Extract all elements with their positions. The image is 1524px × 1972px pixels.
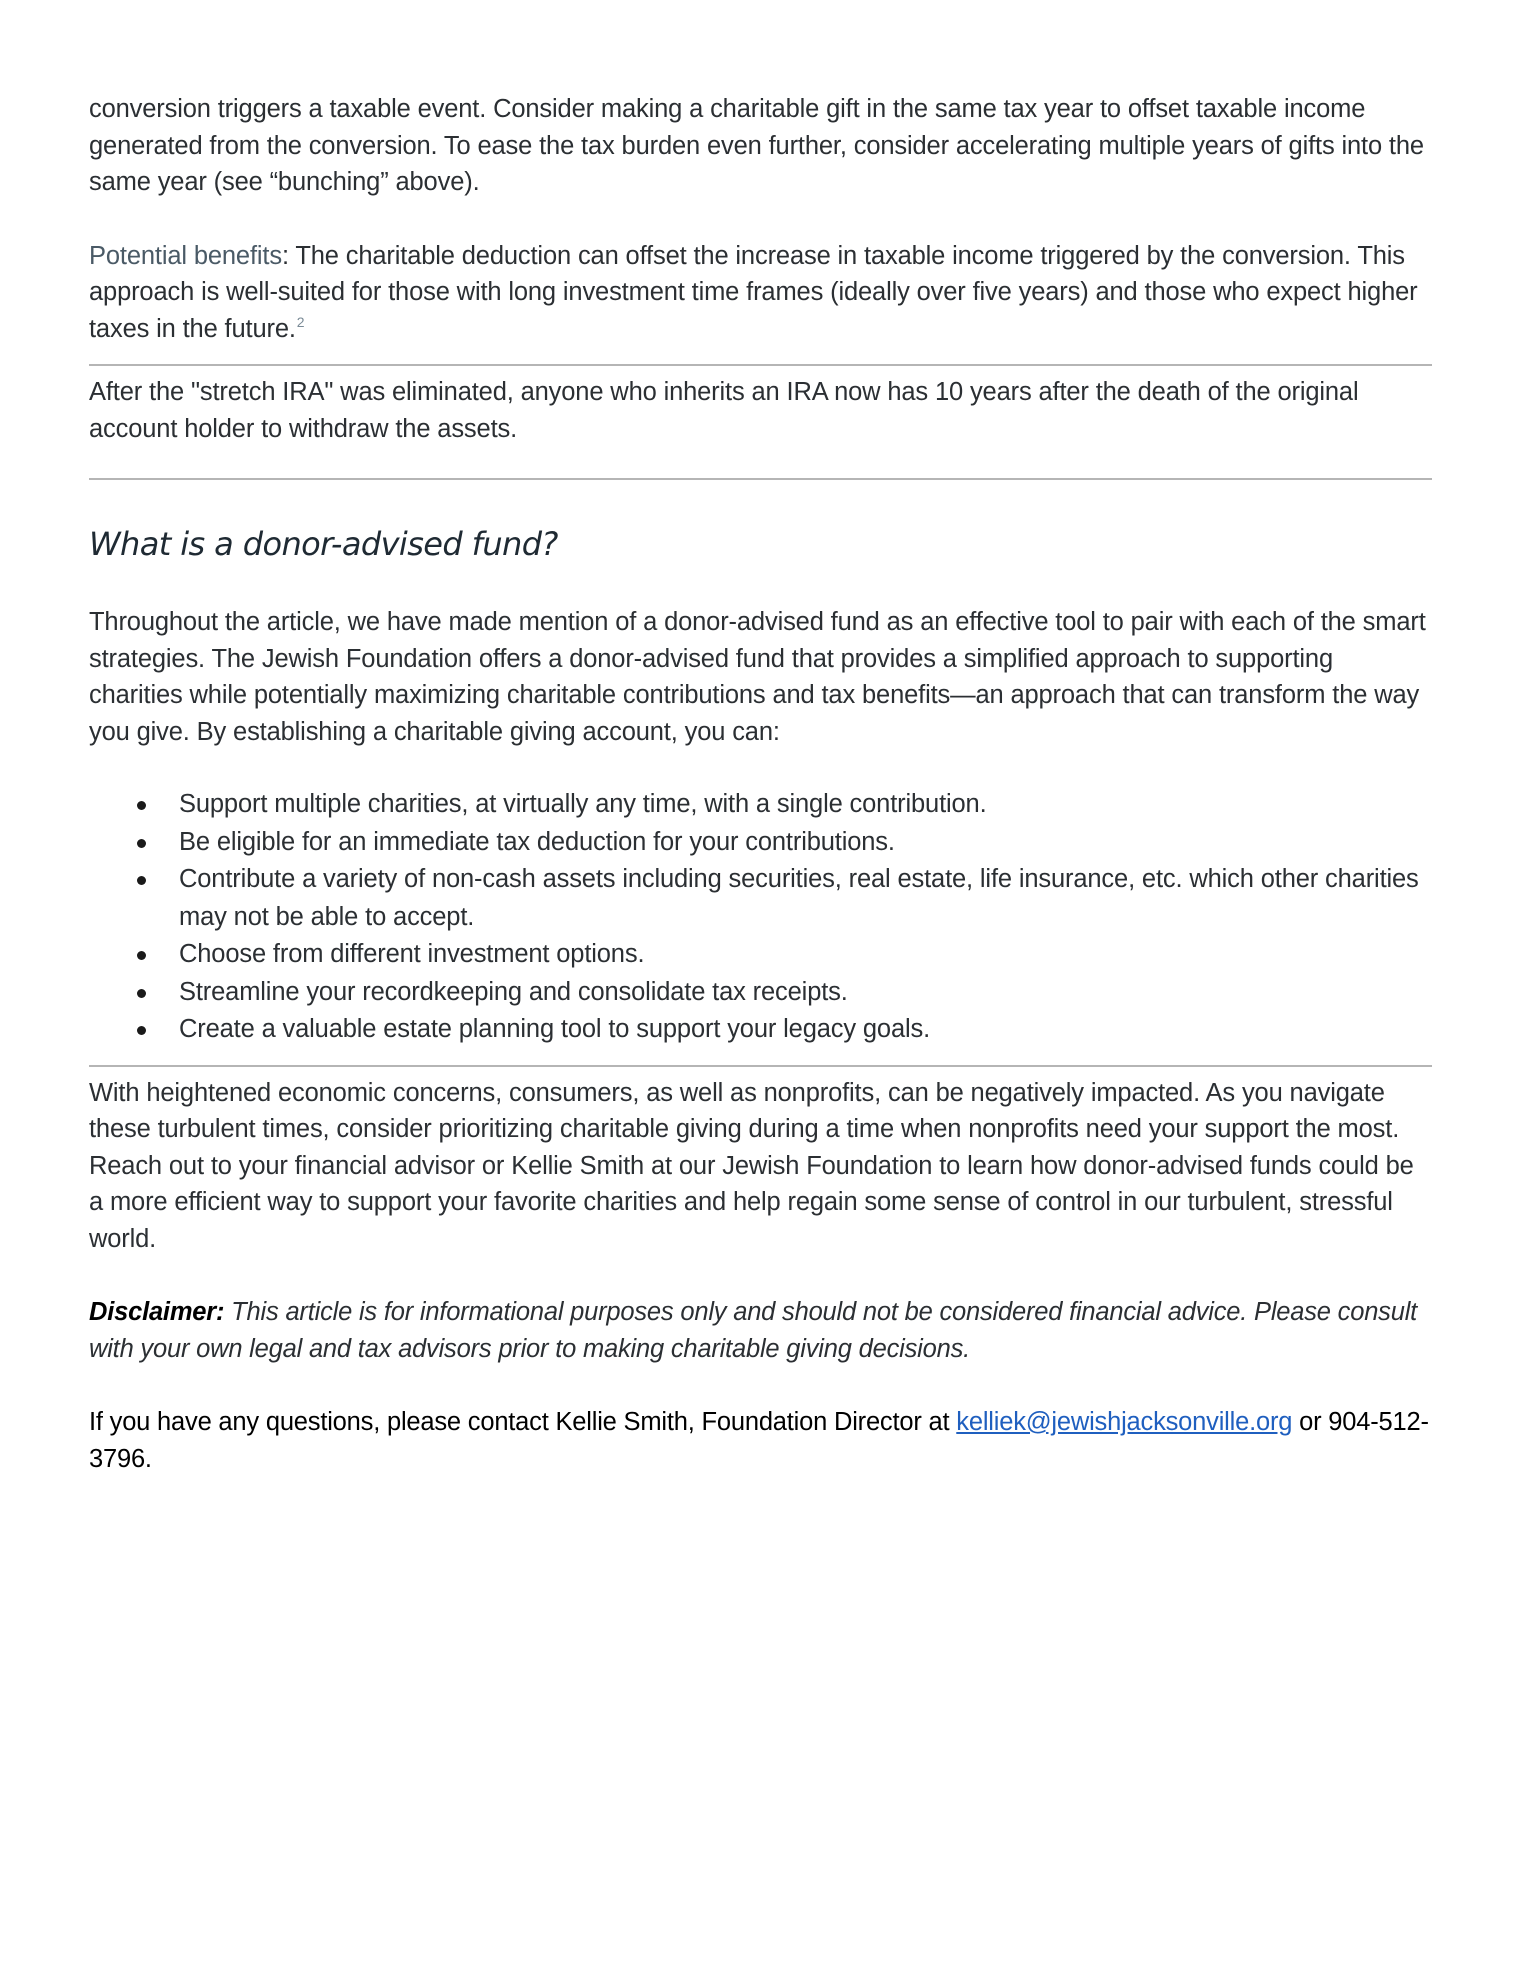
bullet-icon [137,801,146,810]
list-item-text: Be eligible for an immediate tax deduction for your contributions. [179,827,895,856]
donor-advised-intro: Throughout the article, we have made mention of a donor-advised fund as an effective tool to pair with each of the smart strategies. The Jewish Foundation offers a donor-advised fund that provides a simplified approach to supporting charities while potentially maximizing charitable contributions and tax benefits—an approach that can transform the way you give. By establishing a charitable giving account, you can: [89,608,1426,746]
potential-benefits-label: Potential benefits [89,241,282,270]
list-item-text: Support multiple charities, at virtually any time, with a single contribution. [179,790,987,818]
bullet-icon [137,876,146,885]
section-heading: What is a donor-advised fund? [89,525,558,563]
potential-benefits-paragraph [89,238,1429,348]
list-item-text: Choose from different investment options. [179,940,645,968]
footnote-reference[interactable]: 2 [296,314,305,330]
contact-prefix: If you have any questions, please contact Kellie Smith, Foundation Director at [89,1408,957,1436]
phone-number: 904-512-3796. [89,1408,1429,1473]
list-item-text: Create a valuable estate planning tool to support your legacy goals. [179,1015,931,1043]
bullet-icon [137,839,146,848]
list-item [89,1011,1429,1049]
disclaimer-text: This article is for informational purposes only and should not be considered financial advice. Please consult with your own legal and tax advisors prior to making charitable giving decisions. [89,1298,1418,1363]
list-item [89,786,1429,824]
contact-middle: or [1292,1408,1329,1436]
bullet-icon [137,1026,146,1035]
potential-benefits-text: : The charitable deduction can offset the increase in taxable income triggered by the conversion. This approach is well-suited for those with long investment time frames (ideally over five years) and those who expect higher taxes in the future. [89,241,1418,343]
closing-paragraph: With heightened economic concerns, consumers, as well as nonprofits, can be negatively impacted. As you navigate these turbulent times, consider prioritizing charitable giving during a time when nonprofits need your support the most. Reach out to your financial advisor or Kellie Smith at our Jewish Foundation to learn how donor-advised funds could be a more efficient way to support your favorite charities and help regain some sense of control in our turbulent, stressful world. [89,1078,1414,1253]
list-item [89,974,1429,1012]
list-item [89,936,1429,974]
list-item-text: Contribute a variety of non-cash assets including securities, real estate, life insurance, etc. which other charities may not be able to accept. [179,865,1419,931]
intro-paragraph: conversion triggers a taxable event. Consider making a charitable gift in the same tax year to offset taxable income generated from the conversion. To ease the tax burden even further, consider accelerating multiple years of gifts into the same year (see “bunching” above). [89,95,1424,196]
contact-paragraph [89,1404,1429,1477]
disclaimer-label: Disclaimer: [89,1298,225,1326]
email-link[interactable]: kelliek@jewishjacksonville.org [956,1408,1293,1436]
disclaimer-paragraph [89,1294,1429,1367]
bullet-icon [137,951,146,960]
list-item [89,824,1429,862]
benefits-list [89,786,1429,1049]
list-item-text: Streamline your recordkeeping and consolidate tax receipts. [179,977,848,1006]
stretch-ira-callout: After the "stretch IRA" was eliminated, anyone who inherits an IRA now has 10 years after the death of the original account holder to withdraw the assets. [89,378,1359,443]
list-item [89,861,1429,936]
document-page [89,91,1429,1477]
bullet-icon [137,989,146,998]
